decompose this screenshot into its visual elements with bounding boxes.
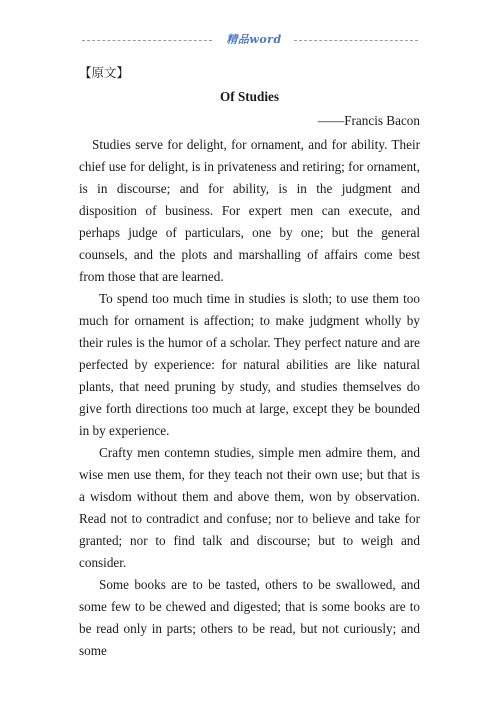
paragraph-1: Studies serve for delight, for ornament, and for ability. Their chief use for delight, is in privateness and retiring; for ornament, is in discourse; and for ability, is in the judgment and disposition of business. For expert men can execute, and perhaps judge of particulars, one by one; but the general counsels, and the plots and marshalling of affairs come best from those that are learned. [79,137,420,284]
paragraph-3: Crafty men contemn studies, simple men admire them, and wise men use them, for they teach not their own use; but that is a wisdom without them and above them, won by observation. Read not to contradict and confuse; nor to believe and take for granted; nor to find talk and discourse; but to weigh and consider. [79,445,420,570]
header-dashed-rule-right [294,40,418,41]
paragraph-4: Some books are to be tasted, others to be swallowed, and some few to be chewed and digested; that is some books are to be read only in parts; others to be read, but not curiously; and some [79,577,420,658]
paragraph-2: To spend too much time in studies is sloth; to use them too much for ornament is affection; to make judgment wholly by their rules is the humor of a scholar. They perfect nature and are perfected by experience: for natural abilities are like natural plants, that need pruning by study, and studies themselves do give forth directions too much at large, except they be bounded in by experience. [79,291,420,438]
header-title: 精品word [226,33,282,46]
page-header [82,30,418,50]
essay-author: ——Francis Bacon [317,113,420,128]
essay-title: Of Studies [220,89,279,104]
header-dashed-rule-left [82,40,212,41]
section-label: 【原文】 [79,66,130,80]
document-body [79,62,420,662]
